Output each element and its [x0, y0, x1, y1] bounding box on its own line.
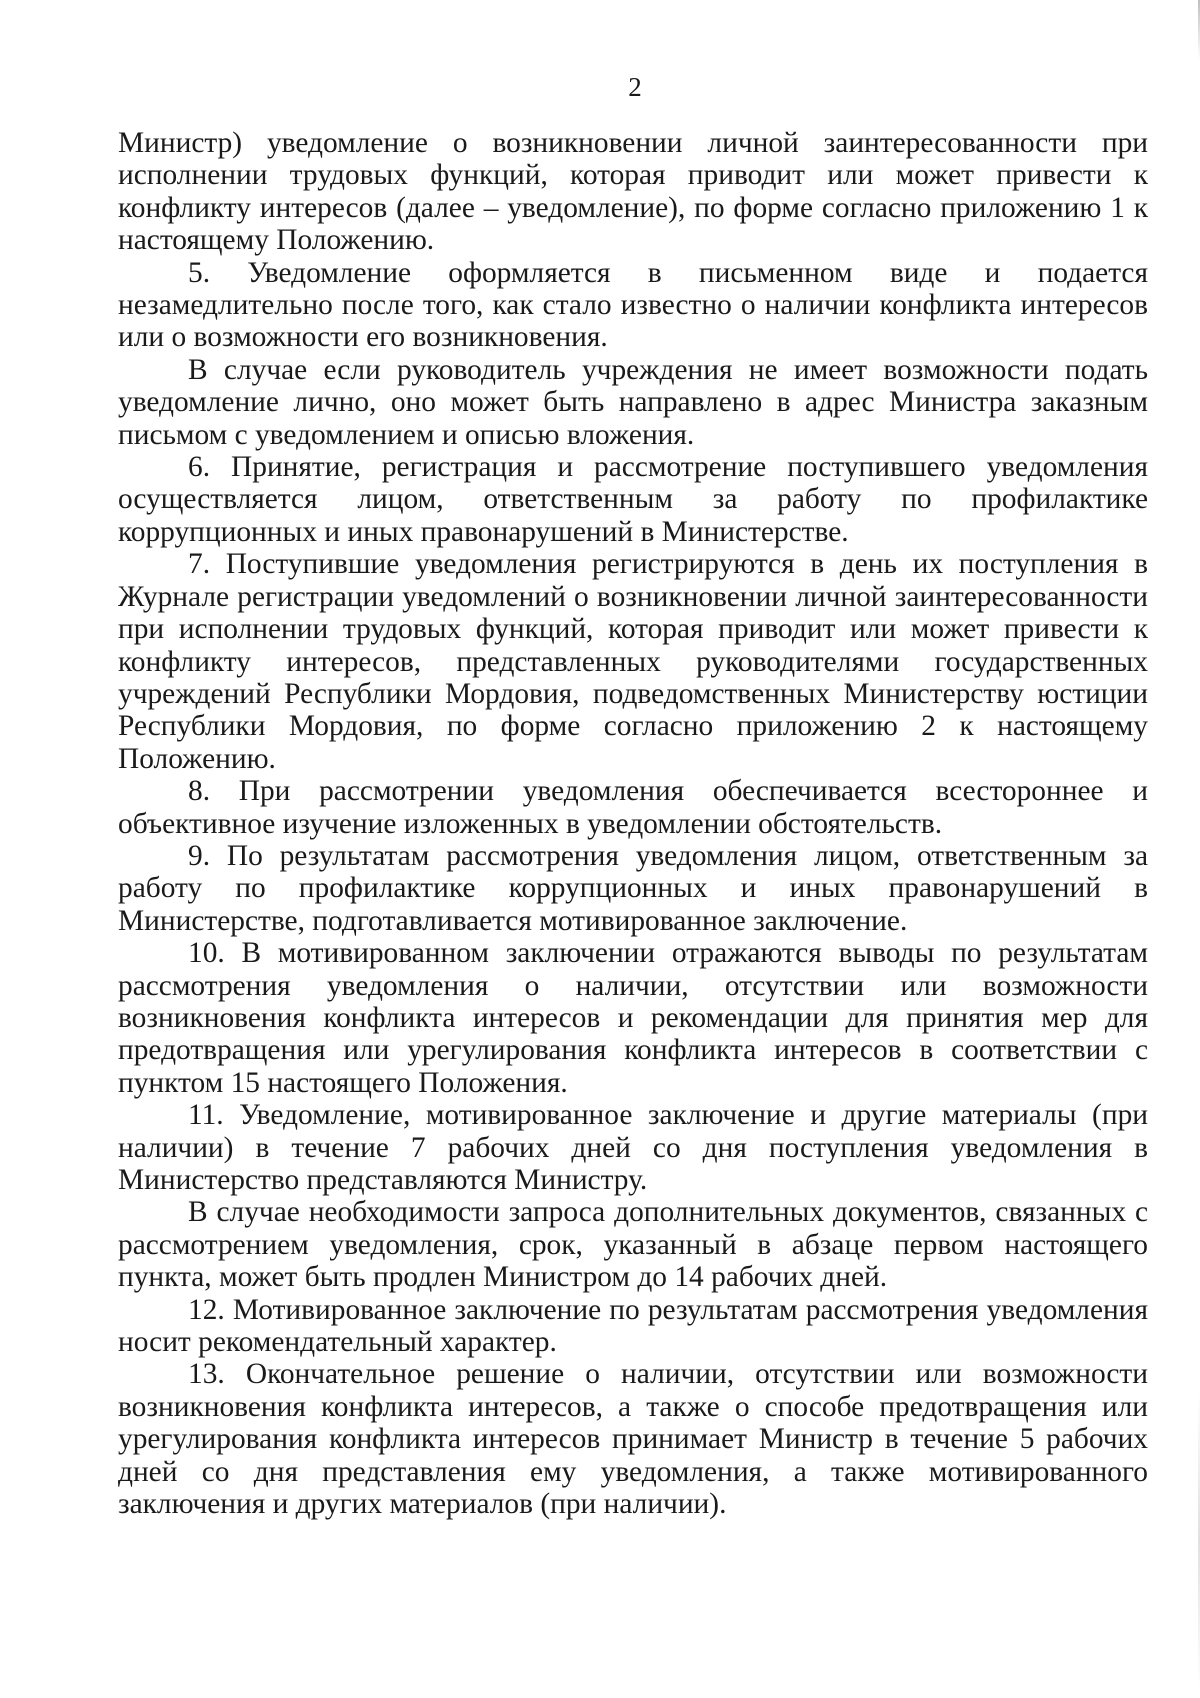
paragraph-item-11: 11. Уведомление, мотивированное заключение и другие материалы (при наличии) в течение 7 рабочих дней со дня поступления уведомления в Министерство представляются Министру. — [118, 1099, 1148, 1196]
paragraph-item-5-note: В случае если руководитель учреждения не имеет возможности подать уведомление лично, оно может быть направлено в адрес Министра заказным письмом с уведомлением и описью вложения. — [118, 353, 1148, 451]
paragraph-continuation: Министр) уведомление о возникновении личной заинтересованности при исполнении трудовых функций, которая приводит или может привести к конфликту интересов (далее – уведомление), по форме согласно приложению 1 к настоящему Положению. — [118, 127, 1148, 257]
page-number: 2 — [628, 72, 642, 102]
paragraph-item-8: 8. При рассмотрении уведомления обеспечивается всестороннее и объективное изучение изложенных в уведомлении обстоятельств. — [118, 775, 1148, 840]
paragraph-item-11-note: В случае необходимости запроса дополнительных документов, связанных с рассмотрением уведомления, срок, указанный в абзаце первом настоящего пункта, может быть продлен Министром до 14 рабочих дней. — [118, 1196, 1148, 1294]
paragraph-item-13: 13. Окончательное решение о наличии, отсутствии или возможности возникновения конфликта интересов, а также о способе предотвращения или урегулирования конфликта интересов принимает Министр в течение 5 рабочих дней со дня представления ему уведомления, а также мотивированного заключения и других материалов (при наличии). — [118, 1358, 1148, 1521]
paragraph-item-12: 12. Мотивированное заключение по результатам рассмотрения уведомления носит рекомендательный характер. — [118, 1293, 1148, 1359]
paragraph-item-10: 10. В мотивированном заключении отражаются выводы по результатам рассмотрения уведомления о наличии, отсутствии или возможности возникновения конфликта интересов и рекомендации для принятия мер для предотвращения или урегулирования конфликта интересов в соответствии с пунктом 15 настоящего Положения. — [118, 937, 1148, 1099]
paragraph-item-9: 9. По результатам рассмотрения уведомления лицом, ответственным за работу по профилактике коррупционных и иных правонарушений в Министерстве, подготавливается мотивированное заключение. — [118, 839, 1148, 937]
paragraph-item-5: 5. Уведомление оформляется в письменном виде и подается незамедлительно после того, как стало известно о наличии конфликта интересов или о возможности его возникновения. — [118, 256, 1148, 354]
paragraph-item-7: 7. Поступившие уведомления регистрируются в день их поступления в Журнале регистрации уведомлений о возникновении личной заинтересованности при исполнении трудовых функций, которая приводит или может привести к конфликту интересов, представленных руководителями государственных учреждений Республики Мордовия, подведомственных Министерству юстиции Республики Мордовия, по форме согласно приложению 2 к настоящему Положению. — [118, 548, 1148, 775]
document-body — [118, 127, 1148, 1520]
paragraph-item-6: 6. Принятие, регистрация и рассмотрение поступившего уведомления осуществляется лицом, ответственным за работу по профилактике коррупционных и иных правонарушений в Министерстве. — [118, 451, 1148, 548]
